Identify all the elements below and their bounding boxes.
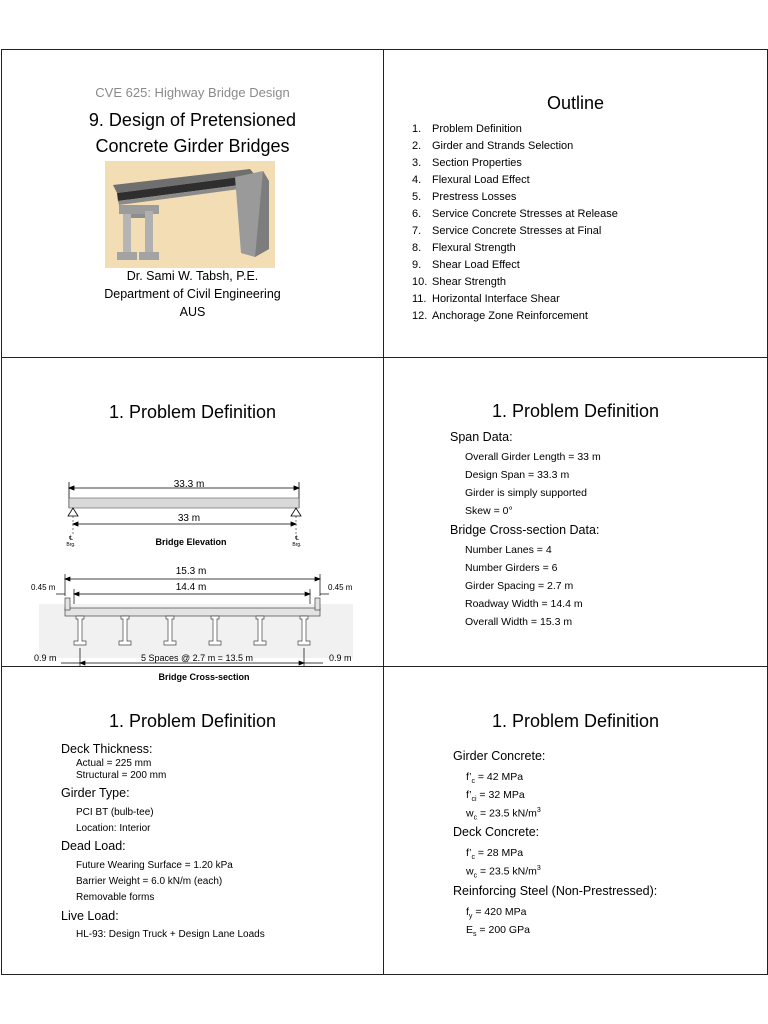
outline-item [412,172,618,189]
department: Department of Civil Engineering [104,287,281,301]
xs-overall-width: 15.3 m [175,566,207,577]
deck-item: Actual = 225 mm [76,758,152,769]
item-text: Flexural Load Effect [432,174,530,186]
bearing-label: Brg. [66,542,76,548]
dead-item: Future Wearing Surface = 1.20 kPa [76,860,233,871]
outline-item [412,189,618,206]
xs-overhang-left: 0.9 m [34,653,57,663]
item-number: 3. [412,157,422,169]
title-line: 9. Design of Pretensioned [88,110,297,130]
deck-fc: $f’_c = 28$ MPa [466,847,524,862]
outline-item [412,308,618,325]
deck-concrete-heading: Deck Concrete: [453,825,540,839]
dead-item: Barrier Weight = 6.0 kN/m (each) [76,876,223,887]
girder-wc: $w_c = 23.5$ $kN/m^3$ [466,807,541,822]
institution: AUS [179,305,206,319]
xs-item: Overall Width = 15.3 m [465,616,573,628]
outline-item [412,155,618,172]
steel-es: $E_s = 200$ GPa [466,924,530,939]
span-item: Design Span = 33.3 m [465,469,570,481]
slide-problem-diagrams [1,358,384,682]
deck-thickness-heading: Deck Thickness: [61,742,153,756]
item-number: 10. [412,276,428,288]
centerline-symbol: ℄ [295,536,299,542]
girder-concrete-heading: Girder Concrete: [453,749,546,763]
bearing-label: Brg. [292,542,302,548]
slide-problem-materials [384,667,767,975]
steel-fy: $f_y = 420$ MPa [466,906,527,921]
xs-roadway-width: 14.4 m [175,582,207,593]
slide-heading: 1. Problem Definition [108,402,277,422]
item-text: Flexural Strength [432,242,516,254]
course-name: CVE 625: Highway Bridge Design [95,85,290,100]
outline-item [412,223,618,240]
item-number: 7. [412,225,422,237]
girder-item: PCI BT (bulb-tee) [76,807,154,818]
bridge-elevation-diagram [1,358,384,666]
bridge-photo [105,161,275,268]
item-text: Service Concrete Stresses at Final [432,225,602,237]
item-text: Girder and Strands Selection [432,140,574,152]
dead-item: Removable forms [76,892,155,903]
girder-item: Location: Interior [76,823,151,834]
handout-grid [1,49,768,975]
item-number: 4. [412,174,422,186]
xs-item: Roadway Width = 14.4 m [465,598,583,610]
item-text: Problem Definition [432,123,522,135]
slide-title [1,49,384,357]
item-text: Horizontal Interface Shear [432,293,560,305]
xs-item: Number Girders = 6 [465,562,558,574]
item-number: 9. [412,259,422,271]
span-item: Skew = 0° [465,505,513,517]
slide-heading: 1. Problem Definition [108,711,277,731]
xs-overhang-right: 0.9 m [329,653,352,663]
slide-heading: Outline [546,93,605,113]
item-number: 12. [412,310,428,322]
live-item: HL-93: Design Truck + Design Lane Loads [76,929,265,940]
slide-outline [384,49,767,357]
item-text: Shear Strength [432,276,506,288]
elevation-caption: Bridge Elevation [155,537,227,547]
xs-data-heading: Bridge Cross-section Data: [450,523,600,537]
author-block [1,267,384,321]
xs-item: Girder Spacing = 2.7 m [465,580,574,592]
outline-item [412,206,618,223]
title-line: Concrete Girder Bridges [95,136,290,156]
outline-item [412,121,618,138]
span-data-heading: Span Data: [450,430,513,444]
elevation-span-length: 33 m [177,513,201,524]
xs-caption: Bridge Cross-section [158,672,250,682]
outline-list [412,121,618,325]
xs-barrier-width-left: 0.45 m [31,583,56,592]
item-number: 5. [412,191,422,203]
girder-fci: $f’_{ci} = 32$ MPa [466,789,525,804]
item-text: Anchorage Zone Reinforcement [432,310,588,322]
item-number: 8. [412,242,422,254]
item-text: Service Concrete Stresses at Release [432,208,618,220]
outline-item [412,274,618,291]
girder-type-heading: Girder Type: [61,786,130,800]
item-text: Shear Load Effect [432,259,520,271]
outline-item [412,257,618,274]
girder-fc: $f’_c = 42$ MPa [466,771,524,786]
outline-item [412,240,618,257]
item-text: Section Properties [432,157,522,169]
outline-item [412,138,618,155]
item-number: 6. [412,208,422,220]
item-number: 11. [412,293,427,305]
steel-heading: Reinforcing Steel (Non-Prestressed): [453,884,658,898]
item-text: Prestress Losses [432,191,517,203]
xs-girder-spacing: 5 Spaces @ 2.7 m = 13.5 m [141,653,253,663]
xs-barrier-width-right: 0.45 m [328,583,353,592]
deck-item: Structural = 200 mm [76,770,167,781]
slide-heading: 1. Problem Definition [491,401,660,421]
outline-item [412,291,618,308]
slide-heading: 1. Problem Definition [491,711,660,731]
presentation-title [1,107,384,159]
item-number: 2. [412,140,422,152]
span-item: Girder is simply supported [465,487,587,499]
live-load-heading: Live Load: [61,909,119,923]
slide-problem-span-data [384,358,767,666]
slide-problem-loads [1,667,384,975]
author-name: Dr. Sami W. Tabsh, P.E. [126,269,259,283]
dead-load-heading: Dead Load: [61,839,126,853]
xs-item: Number Lanes = 4 [465,544,552,556]
span-item: Overall Girder Length = 33 m [465,451,601,463]
item-number: 1. [412,123,422,135]
elevation-overall-length: 33.3 m [173,479,205,490]
centerline-symbol: ℄ [69,536,73,542]
deck-wc: $w_c = 23.5$ $kN/m^3$ [466,865,541,880]
